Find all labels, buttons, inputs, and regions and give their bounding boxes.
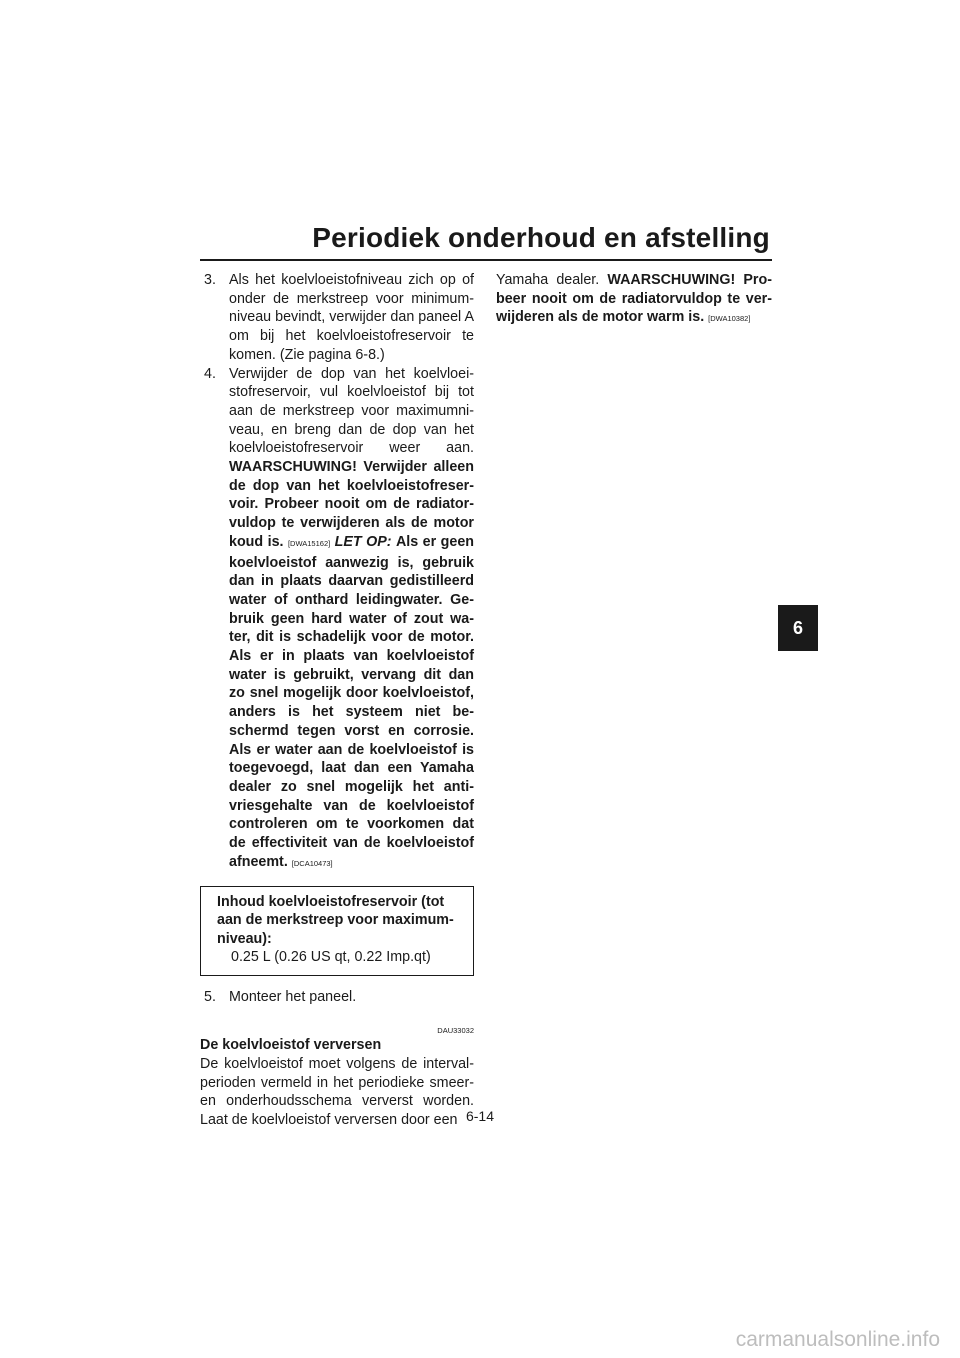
section-heading: De koelvloeistof verversen (200, 1037, 382, 1054)
step-5 (200, 988, 474, 1007)
step-text: Verwijder de dop van het koelvloei-stofreservoir, vul koelvloeistof bij tot aan de merkstreep voor maximumni-veau, en breng dan de dop van het koelvloeistofreservoir weer aan. (229, 365, 474, 457)
section-continuation (496, 271, 772, 329)
spec-label: Inhoud koelvloeistofreservoir (tot aan de merkstreep voor maximum-niveau): (217, 893, 454, 947)
spec-value: 0.25 L (0.26 US qt, 0.22 Imp.qt) (231, 949, 431, 965)
chapter-tab: 6 (778, 605, 818, 651)
right-column (496, 271, 772, 329)
note-label: LET OP: (334, 533, 392, 550)
warning-text: WAARSCHUWING! Pro-beer nooit om de radiatorvuldop te ver-wijderen als de motor warm is. (496, 272, 772, 326)
step-number: 5. (204, 988, 216, 1005)
page-number: 6-14 (465, 1108, 495, 1124)
note-text: Als er geen koelvloeistof aanwezig is, gebruik dan in plaats daarvan gedistilleerd water of onthard leidingwater. Ge-bruik geen hard water of zout wa-ter, dit is schadelijk voor de motor. Als er in plaats van koelvloeistof water is gebruikt, vervang dit dan zo snel mogelijk door koelvloeistof, anders is het systeem niet be-schermd tegen vorst en corrosie. Als er water aan de koelvloeistof is toegevoegd, laat dan een Yamaha dealer zo snel mogelijk het anti-vriesgehalte van de koelvloeistof controleren om te voorkomen dat de effectiviteit van de koelvloeistof afneemt. (229, 533, 474, 870)
page-title: Periodiek onderhoud en afstelling (312, 222, 770, 253)
warning-text: WAARSCHUWING! Verwijder alleen de dop van het koelvloeistofreser-voir. Probeer nooit om de radiator-vuldop te verwijderen als de motor koud is. (229, 459, 474, 550)
spec-box (200, 886, 474, 976)
continued-text: Yamaha dealer. (496, 272, 600, 288)
step-4 (200, 365, 474, 874)
step-3 (200, 271, 474, 365)
warning-code: [DWA15162] (287, 538, 331, 548)
warning-code: [DWA10382] (708, 314, 751, 324)
note-code: [DCA10473] (291, 858, 333, 868)
section-code: DAU33032 (437, 1026, 474, 1036)
watermark-url: carmanualsonline.info (735, 1328, 940, 1351)
header-divider (200, 259, 772, 261)
left-column (200, 271, 474, 1130)
step-text: Monteer het paneel. (229, 988, 357, 1005)
step-text: Als het koelvloeistofniveau zich op of onder de merkstreep voor minimum-niveau bevindt, verwijder dan paneel A om bij het koelvloeistofreservoir te komen. (Zie pagina 6-8.) (229, 272, 474, 363)
step-number: 4. (204, 365, 216, 382)
step-number: 3. (204, 272, 216, 288)
section-paragraph: De koelvloeistof moet volgens de interval-perioden vermeld in het periodieke smeer- en onderhoudsschema ververst worden. Laat de koelvloeistof verversen door een (200, 1055, 474, 1129)
